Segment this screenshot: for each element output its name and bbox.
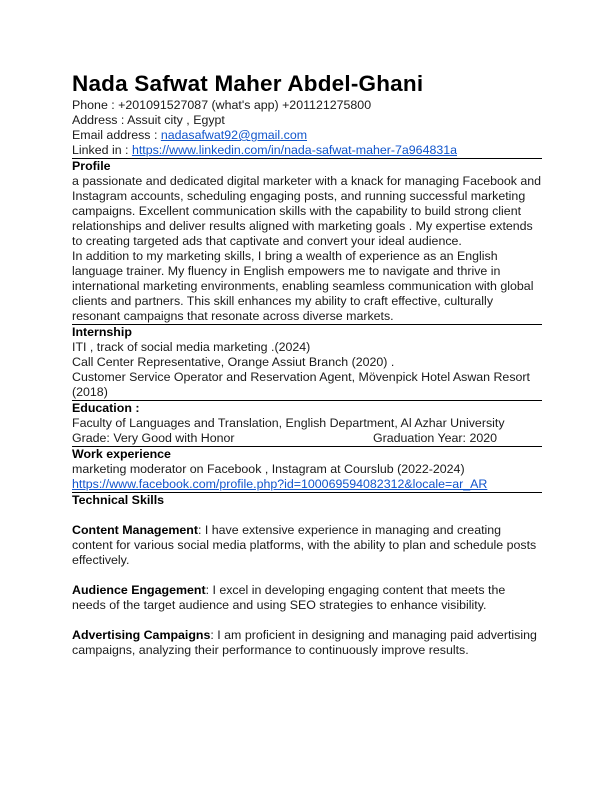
profile-heading: Profile (72, 159, 111, 173)
work-role: marketing moderator on Facebook , Instagram at Courslub (2022-2024) (72, 462, 465, 476)
education-grade: Grade: Very Good with Honor (72, 431, 235, 445)
internship-item: ITI , track of social media marketing .(2024) (72, 340, 311, 354)
linkedin-label: Linked in : (72, 143, 132, 157)
candidate-name: Nada Safwat Maher Abdel-Ghani (72, 71, 424, 96)
email-link[interactable]: nadasafwat92@gmail.com (160, 128, 308, 142)
skill-item (72, 583, 542, 613)
skills-heading: Technical Skills (72, 493, 165, 507)
linkedin-line (72, 143, 542, 158)
education-section (72, 400, 542, 446)
education-graduation-year: Graduation Year: 2020 (373, 431, 498, 445)
education-faculty: Faculty of Languages and Translation, English Department, Al Azhar University (72, 416, 505, 430)
internship-section (72, 324, 542, 400)
skill-item (72, 628, 542, 658)
education-heading: Education : (72, 401, 140, 415)
email-label: Email address : (72, 128, 161, 142)
linkedin-link[interactable]: https://www.linkedin.com/in/nada-safwat-maher-7a964831a (131, 143, 458, 157)
skill-text: : I am proficient in designing and managing paid advertising campaigns, analyzing their performance to continuously improve results. (72, 628, 537, 657)
skill-title: Audience Engagement (72, 583, 206, 597)
work-heading: Work experience (72, 447, 171, 461)
profile-paragraph-1: a passionate and dedicated digital marketer with a knack for managing Facebook and Instagram accounts, scheduling engaging posts, and running successful marketing campaigns. Excellent communication skills with the capability to build strong client relationships and deliver results aligned with marketing goals . My expertise extends to creating targeted ads that captivate and convert your ideal audience. (72, 174, 542, 248)
internship-item: Call Center Representative, Orange Assiut Branch (2020) . (72, 355, 395, 369)
header (72, 70, 542, 158)
skill-text: : I excel in developing engaging content that meets the needs of the target audience and using SEO strategies to enhance visibility. (72, 583, 506, 612)
skill-item (72, 523, 542, 568)
education-grade-row (72, 431, 542, 446)
work-facebook-link[interactable]: https://www.facebook.com/profile.php?id=100069594082312&locale=ar_AR (72, 477, 488, 491)
skill-title: Advertising Campaigns (72, 628, 211, 642)
profile-paragraph-2: In addition to my marketing skills, I bring a wealth of experience as an English language trainer. My fluency in English empowers me to navigate and thrive in international marketing environments, enabling seamless communication with global clients and partners. This skill enhances my ability to craft effective, culturally resonant campaigns that resonate across diverse markets. (72, 249, 534, 323)
skill-text: : I have extensive experience in managing and creating content for various social media platforms, with the ability to plan and schedule posts effectively. (72, 523, 537, 567)
email-line (72, 128, 542, 143)
work-section (72, 446, 542, 492)
skills-section (72, 492, 542, 658)
phone-line: Phone : +201091527087 (what's app) +201121275800 (72, 98, 372, 112)
internship-heading: Internship (72, 325, 132, 339)
profile-section (72, 158, 542, 324)
skill-title: Content Management (72, 523, 198, 537)
resume-page (72, 70, 542, 658)
address-line: Address : Assuit city , Egypt (72, 113, 225, 127)
internship-item: Customer Service Operator and Reservation Agent, Mövenpick Hotel Aswan Resort (2018) (72, 370, 530, 399)
